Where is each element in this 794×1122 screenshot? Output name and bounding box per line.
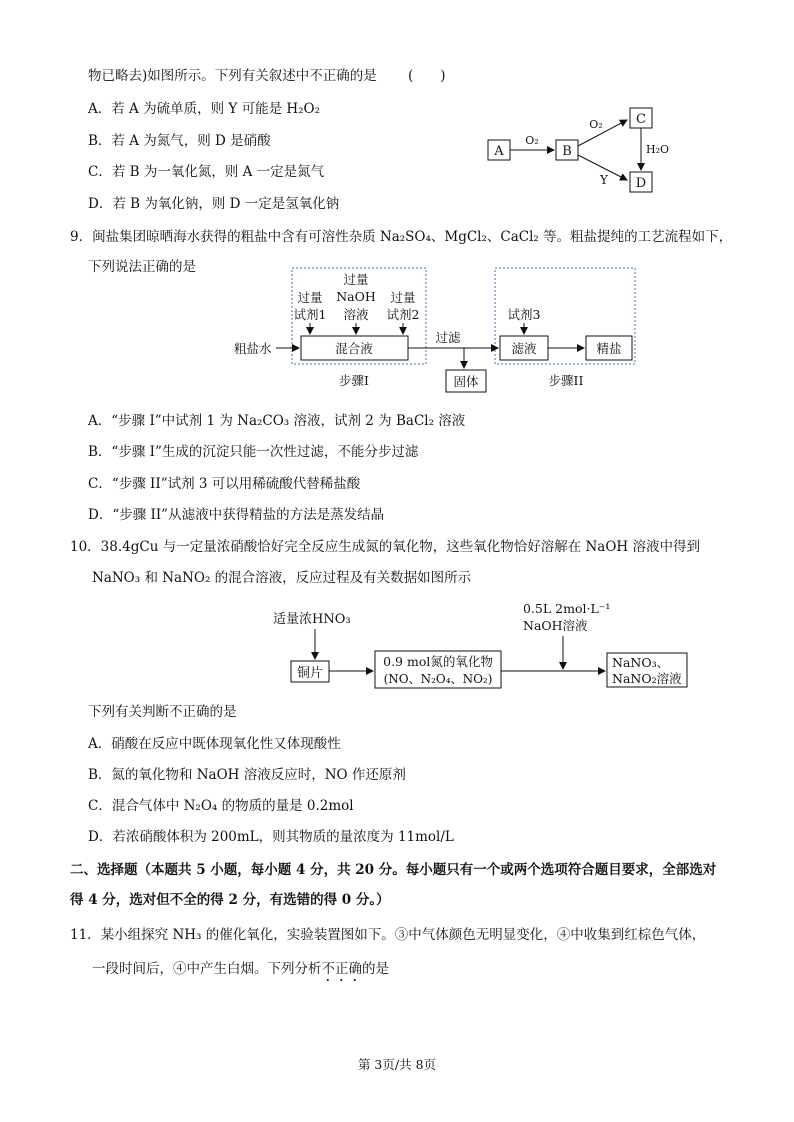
q8-conversion-diagram <box>480 100 690 200</box>
q9-naoh-l2: NaOH <box>336 289 376 304</box>
q8-answer-paren: ( ) <box>408 68 446 84</box>
q8-label-y: Y <box>600 173 608 187</box>
q8-label-b: B <box>562 144 572 159</box>
q9-step2-label: 步骤II <box>548 373 584 388</box>
q10-product-l2: NaNO₂溶液 <box>612 671 682 686</box>
q8-label-a: A <box>494 144 504 159</box>
page-footer: 第 3页/共 8页 <box>357 1057 437 1072</box>
q9-reagent2-l2: 试剂2 <box>386 307 420 322</box>
q10-option-c: C．混合气体中 N₂O₄ 的物质的量是 0.2mol <box>88 798 354 814</box>
q8-label-c: C <box>636 112 646 127</box>
q9-reagent1-l1: 过量 <box>297 290 323 305</box>
q9-option-d: D．“步骤 II”从滤液中获得精盐的方法是蒸发结晶 <box>88 507 385 523</box>
q8-option-a: A．若 A 为硫单质，则 Y 可能是 H₂O₂ <box>88 101 321 117</box>
q9-option-c: C．“步骤 II”试剂 3 可以用稀硫酸代替稀盐酸 <box>88 476 361 492</box>
q9-crude-label: 粗盐水 <box>234 341 272 356</box>
q10-question: 下列有关判断不正确的是 <box>88 704 237 720</box>
q9-option-b: B．“步骤 I”生成的沉淀只能一次性过滤，不能分步过滤 <box>88 444 419 460</box>
section2-heading-line1: 二、选择题（本题共 5 小题，每小题 4 分，共 20 分。每小题只有一个或两个选项符合题目要求，全部选对 <box>70 862 717 878</box>
q9-option-a: A．“步骤 I”中试剂 1 为 Na₂CO₃ 溶液，试剂 2 为 BaCl₂ 溶液 <box>88 413 466 429</box>
q10-stem-line1: 10．38.4gCu 与一定量浓硝酸恰好完全反应生成氮的氧化物，这些氧化物恰好溶解在 NaOH 溶液中得到 <box>70 539 700 555</box>
q9-reagent1-l2: 试剂1 <box>293 307 327 322</box>
q9-solid-label: 固体 <box>453 374 479 389</box>
q9-salt-label: 精盐 <box>596 341 622 356</box>
q10-stem-line2: NaNO₃ 和 NaNO₂ 的混合溶液，反应过程及有关数据如图所示 <box>92 570 472 586</box>
q10-product-l1: NaNO₃、 <box>612 655 670 670</box>
q10-naoh-l2: NaOH溶液 <box>523 618 588 633</box>
q8-label-d: D <box>635 176 647 191</box>
q9-filtrate-label: 滤液 <box>511 341 537 356</box>
q11-stem-pre: 一段时间后，④中产生白烟。下列分析 <box>92 961 322 977</box>
q9-stem-line2: 下列说法正确的是 <box>88 259 196 275</box>
q9-naoh-l1: 过量 <box>343 272 369 287</box>
q8-label-h2o: H₂O <box>646 143 670 156</box>
q11-stem-line1: 11．某小组探究 NH₃ 的催化氧化，实验装置图如下。③中气体颜色无明显变化，④中收集到红棕色气体， <box>70 927 706 943</box>
q10-copper-label: 铜片 <box>296 666 324 681</box>
q9-process-diagram <box>230 265 650 395</box>
q9-reagent2-l1: 过量 <box>390 290 416 305</box>
q9-step1-label: 步骤I <box>339 373 369 388</box>
q10-oxide-l1: 0.9 mol氮的氧化物 <box>383 654 493 669</box>
q11-stem-emphasis: 不正确 <box>321 961 362 977</box>
q9-mixed-label: 混合液 <box>335 341 373 356</box>
q8-label-o2-2: O₂ <box>589 118 603 131</box>
q10-process-diagram <box>265 596 705 692</box>
q8-option-c: C．若 B 为一氧化氮，则 A 一定是氮气 <box>88 164 325 180</box>
q8-option-b: B．若 A 为氮气，则 D 是硝酸 <box>88 133 271 149</box>
q10-option-d: D．若浓硝酸体积为 200mL，则其物质的量浓度为 11mol/L <box>88 829 454 845</box>
q9-naoh-l3: 溶液 <box>343 307 369 322</box>
q10-hno3-label: 适量浓HNO₃ <box>273 612 351 627</box>
q10-naoh-l1: 0.5L 2mol·L⁻¹ <box>523 601 611 616</box>
q8-stem: 物已略去)如图所示。下列有关叙述中不正确的是 <box>88 68 377 84</box>
q10-option-a: A．硝酸在反应中既体现氧化性又体现酸性 <box>88 736 341 752</box>
q10-option-b: B．氮的氧化物和 NaOH 溶液反应时，NO 作还原剂 <box>88 767 406 783</box>
q9-stem-line1: 9．闽盐集团晾晒海水获得的粗盐中含有可溶性杂质 Na₂SO₄、MgCl₂、CaCl₂ 等。粗盐提纯的工艺流程如下， <box>70 229 733 245</box>
q8-option-d: D．若 B 为氧化钠，则 D 一定是氢氧化钠 <box>88 196 340 212</box>
q11-stem-post: 的是 <box>362 961 389 977</box>
q10-oxide-l2: (NO、N₂O₄、NO₂) <box>383 672 493 686</box>
q9-reagent3-label: 试剂3 <box>507 307 541 322</box>
section2-heading-line2: 得 4 分，选对但不全的得 2 分，有选错的得 0 分。） <box>70 892 390 908</box>
q9-filter-label: 过滤 <box>435 330 461 345</box>
q8-label-o2-1: O₂ <box>525 134 539 147</box>
q11-stem-line2 <box>92 960 389 985</box>
